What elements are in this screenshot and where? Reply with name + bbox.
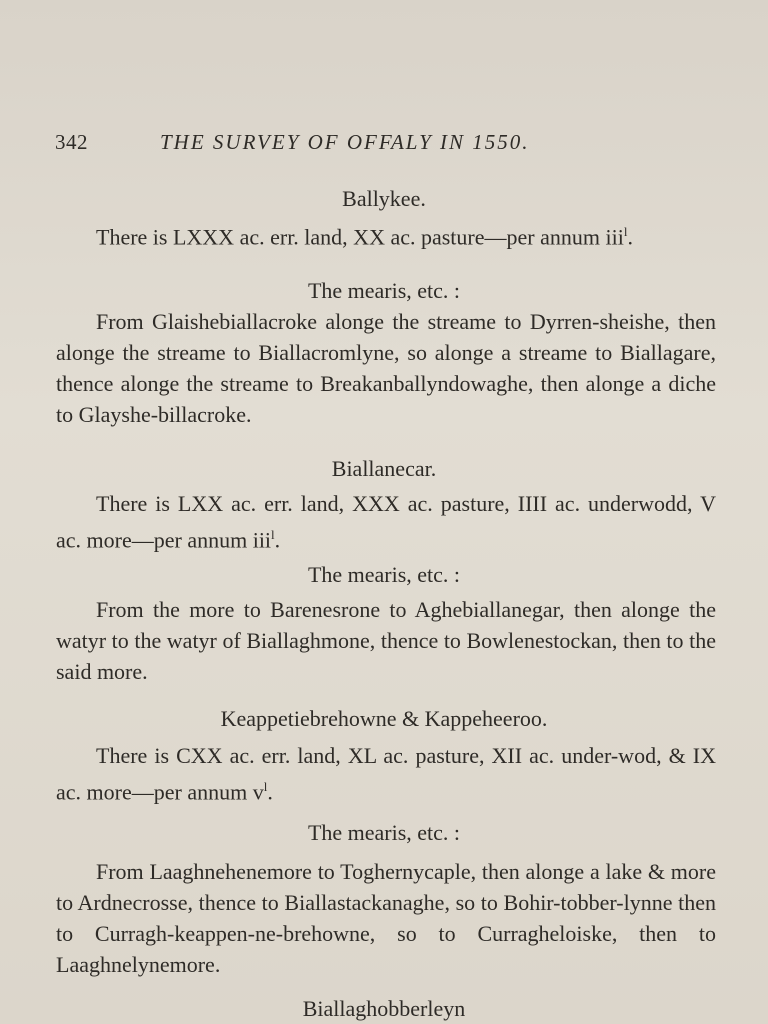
holding-end: . [627,224,633,250]
superscript: l [623,224,628,239]
superscript: l [271,527,275,542]
section-heading: Ballykee. [342,186,426,211]
mearis-paragraph: From the more to Barenesrone to Aghebiallanegar, then alonge the watyr to the watyr of Biallaghmone, thence to Bowlenestockan, then to the said more. [56,597,716,684]
mearis-label: The mearis, etc. : [307,820,461,845]
holding-text: There is LXXX ac. err. land, XX ac. pasture—per annum iii [96,224,624,250]
page-number: 342 [55,130,88,154]
holding-text: There is LXX ac. err. land, XXX ac. pasture, IIII ac. underwodd, V ac. more—per annum iii [56,491,716,553]
superscript: l [263,779,268,794]
running-title: THE SURVEY OF OFFALY IN 1550. [160,130,530,154]
holding-text: There is CXX ac. err. land, XL ac. pasture, XII ac. under-wod, & IX ac. more—per annum v [56,743,716,805]
mearis-paragraph: From Laaghnehenemore to Toghernycaple, then alonge a lake & more to Ardnecrosse, thence to Biallastackanaghe, so to Bohir-tobber-lynne then to Curragh-keappen-ne-brehowne, so to Curragheloiske, then to Laaghnelynemore. [56,859,716,977]
section-heading: Biallanecar. [331,456,437,481]
running-header [55,130,655,155]
holding-end: . [274,527,281,553]
holding-paragraph [56,488,716,555]
next-section-heading: Biallaghobberleyn [302,996,466,1021]
mearis-label: The mearis, etc. : [307,278,461,303]
mearis-paragraph: From Glaishebiallacroke alonge the streame to Dyrren-sheishe, then alonge the streame to Biallacromlyne, so alonge a streame to Biallagare, thence alonge the streame to Breakanballyndowaghe, then alonge a diche to Glayshe-billacroke. [56,309,716,427]
holding-end: . [267,779,273,805]
holding-paragraph [56,216,716,252]
mearis-label: The mearis, etc. : [307,562,461,587]
section-heading: Keappetiebrehowne & Kappeheeroo. [220,706,548,731]
holding-paragraph [56,740,716,807]
